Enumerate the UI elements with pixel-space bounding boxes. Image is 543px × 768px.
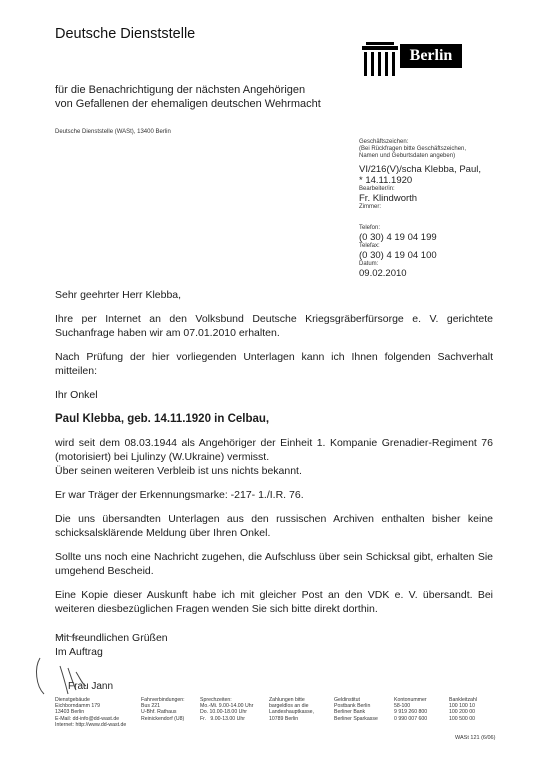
footer-text: Postbank Berlin: [334, 703, 371, 710]
paragraph-receipt: Ihre per Internet an den Volksbund Deutsche Kriegsgräberfürsorge e. V. gerichtete Suchanfrage haben wir am 07.01.2010 erhalten.: [55, 313, 493, 339]
paragraph-id-tag: Er war Träger der Erkennungsmarke: -217- 1./I.R. 76.: [55, 489, 304, 501]
org-purpose: [55, 83, 321, 111]
footer-transport: [141, 697, 185, 722]
ref-value-1: VI/216(V)/scha Klebba, Paul,: [359, 164, 481, 175]
footer-text: Kontonummer: [394, 697, 427, 703]
phone-value: (0 30) 4 19 04 199: [359, 232, 437, 243]
footer-payments: [269, 697, 314, 722]
org-purpose-line-2: von Gefallenen der ehemaligen deutschen Wehrmacht: [55, 98, 321, 110]
paragraph-copy: Eine Kopie dieser Auskunft habe ich mit gleicher Post an den VDK e. V. übersandt. Bei weiteren diesbezüglichen Fragen wenden Sie sich bitte direkt dorthin.: [55, 589, 493, 615]
brandenburg-gate-icon: [360, 40, 400, 78]
berlin-logo-text: Berlin: [400, 44, 462, 68]
footer-text: 9 919 260 800: [394, 709, 428, 716]
paragraph-notification: Sollte uns noch eine Nachricht zugehen, die Aufschluss über sein Schicksal gibt, erhalten Sie umgehend Bescheid.: [55, 551, 493, 577]
footer-text: Mo.-Mi. 9.00-14.00 Uhr: [200, 703, 254, 710]
footer-text: Dienstgebäude: [55, 697, 90, 703]
date-label: Datum:: [359, 261, 379, 267]
footer-text: 13403 Berlin: [55, 709, 85, 716]
footer-text: Bus 221: [141, 703, 161, 710]
footer-text: U-Bhf. Rathaus: [141, 709, 177, 716]
closing-on-behalf: Im Auftrag: [55, 646, 103, 658]
footer-text: Landeshauptkasse,: [269, 709, 314, 716]
footer-text: Bankleitzahl: [449, 697, 477, 703]
footer-bank-code: [449, 697, 477, 722]
ref-label: Geschäftszeichen:: [359, 139, 409, 145]
form-code: WASt 121 (6/06): [455, 735, 496, 741]
footer-text: Berliner Sparkasse: [334, 715, 378, 722]
footer-text: 100 200 00: [449, 709, 475, 716]
letter-body: [55, 288, 493, 626]
footer-text: E-Mail: dd-info@dd-wast.de: [55, 715, 120, 722]
footer-text: Reinickendorf (U8): [141, 715, 185, 722]
date-value: 09.02.2010: [359, 268, 407, 279]
handler-label: Bearbeiter/in:: [359, 186, 395, 192]
paragraph-review: Nach Prüfung der hier vorliegenden Unterlagen kann ich Ihnen folgenden Sachverhalt mitteilen:: [55, 351, 493, 377]
footer-text: 100 100 10: [449, 703, 475, 710]
footer-account: [394, 697, 427, 722]
footer-text: 10789 Berlin: [269, 715, 299, 722]
footer-text: 0 990 007 600: [394, 715, 428, 722]
paragraph-whereabouts: Über seinen weiteren Verbleib ist uns nichts bekannt.: [55, 465, 302, 477]
footer-text: 58-100: [394, 703, 411, 710]
berlin-logo: [360, 40, 462, 78]
room-label: Zimmer:: [359, 204, 381, 210]
footer-text: 100 500 00: [449, 715, 475, 722]
closing-greeting: Mit freundlichen Grüßen: [55, 632, 168, 644]
footer-text: Zahlungen bitte: [269, 697, 305, 703]
handwritten-signature: [30, 628, 140, 706]
signer-name: Frau Jann: [68, 681, 114, 692]
footer-building: [55, 697, 126, 728]
org-name: Deutsche Dienststelle: [55, 26, 196, 42]
fax-value: (0 30) 4 19 04 100: [359, 250, 437, 261]
paragraph-missing: wird seit dem 08.03.1944 als Angehöriger der Einheit 1. Kompanie Grenadier-Regiment 76 (motorisiert) bei Ljulinzy (W.Ukraine) vermisst.: [55, 437, 493, 463]
footer-text: Fr. 9.00-13.00 Uhr: [200, 715, 245, 722]
paragraph-uncle: Ihr Onkel: [55, 389, 98, 401]
footer-text: Geldinstitut: [334, 697, 360, 703]
footer-text: Internet: http://www.dd-wast.de: [55, 721, 127, 728]
person-line: Paul Klebba, geb. 14.11.1920 in Celbau,: [55, 413, 270, 425]
footer-text: Fahrverbindungen:: [141, 697, 185, 703]
ref-value-2: * 14.11.1920: [359, 175, 413, 186]
salutation: Sehr geehrter Herr Klebba,: [55, 289, 182, 301]
footer-text: Sprechzeiten:: [200, 697, 232, 703]
footer-bank: [334, 697, 378, 722]
footer-text: Berliner Bank: [334, 709, 366, 716]
footer-hours: [200, 697, 253, 722]
footer-text: Eichborndamm 179: [55, 703, 100, 710]
footer-text: Do. 10.00-18.00 Uhr: [200, 709, 248, 716]
reference-info: [359, 139, 519, 279]
paragraph-archives: Die uns übersandten Unterlagen aus den russischen Archiven enthalten bisher keine schicksalsklärende Meldung über Ihren Onkel.: [55, 513, 493, 539]
ref-note-1: (Bei Rückfragen bitte Geschäftszeichen,: [359, 146, 467, 152]
footer-text: bargeldlos an die: [269, 703, 309, 710]
org-purpose-line-1: für die Benachrichtigung der nächsten Angehörigen: [55, 84, 306, 96]
fax-label: Telefax:: [359, 243, 380, 249]
phone-label: Telefon:: [359, 225, 381, 231]
sender-address: Deutsche Dienststelle (WASt), 13400 Berlin: [55, 129, 171, 135]
ref-note-2: Namen und Geburtsdaten angeben): [359, 153, 456, 159]
handler-value: Fr. Klindworth: [359, 193, 418, 204]
